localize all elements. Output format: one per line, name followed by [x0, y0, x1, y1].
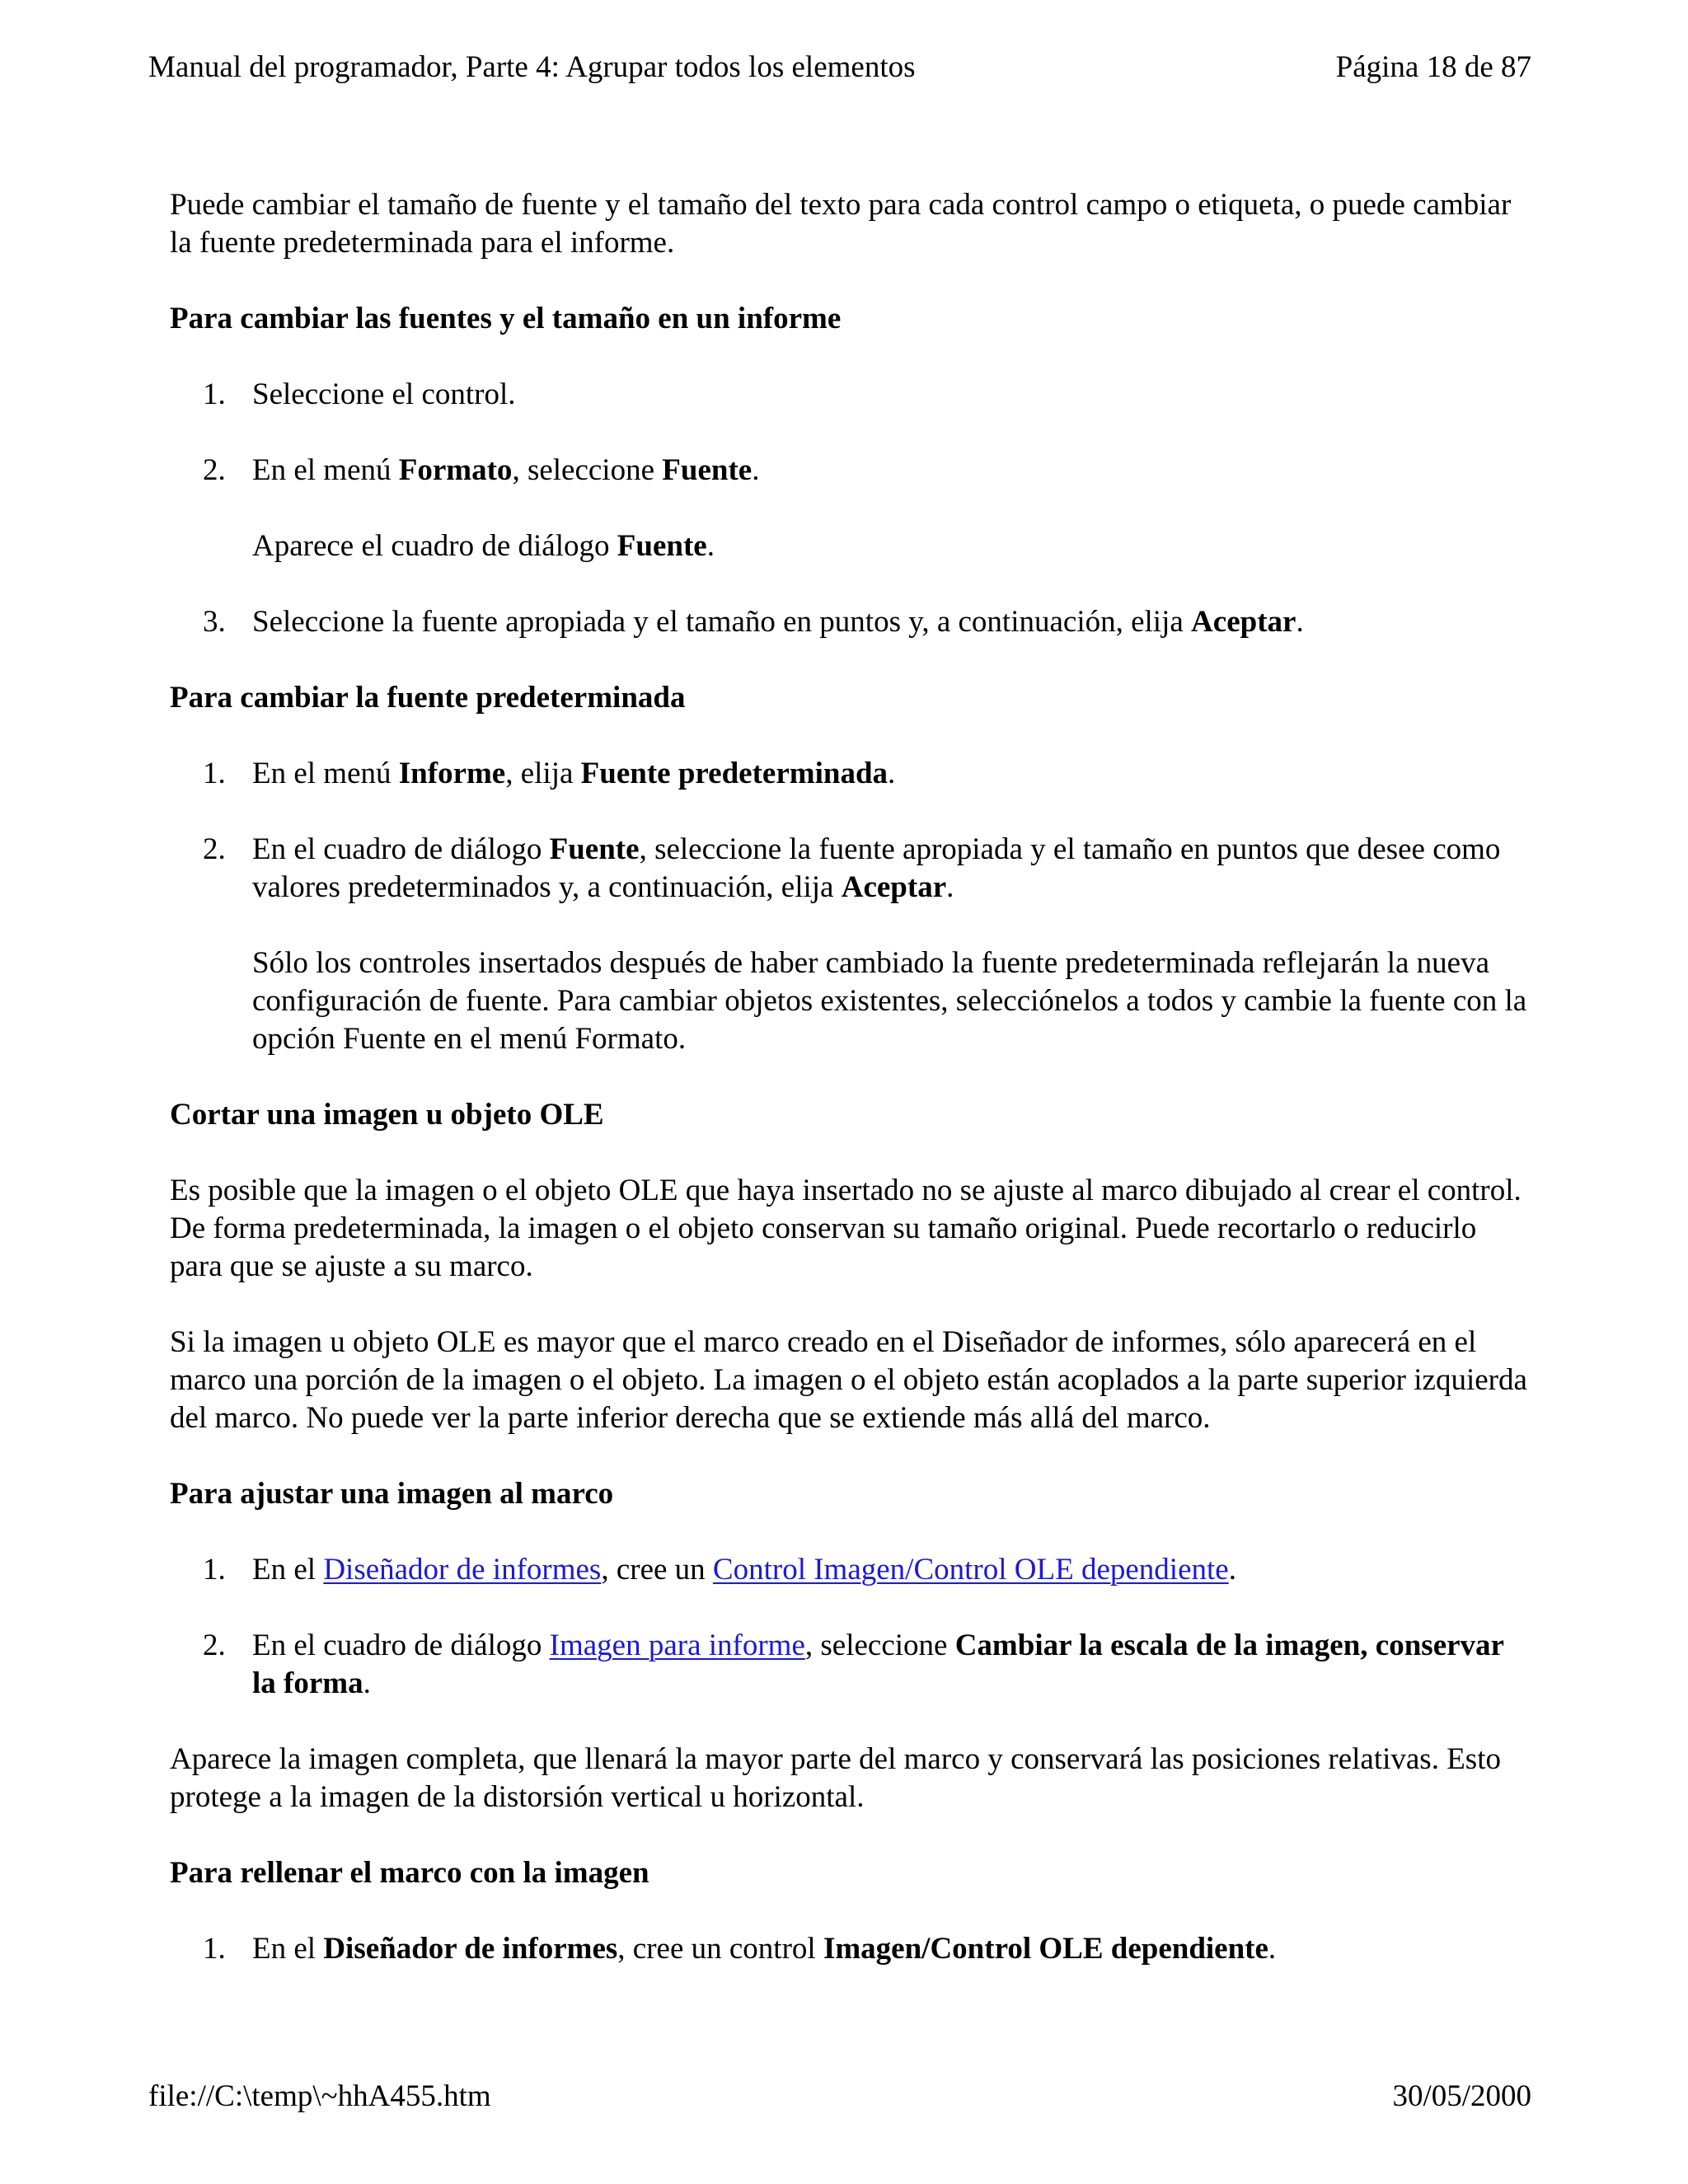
- step-number: 1.: [203, 757, 226, 790]
- steps-default-font: [170, 755, 1530, 1058]
- text-run: .: [1228, 1553, 1236, 1586]
- step-text: [252, 1930, 1530, 1968]
- text-run: , elija: [505, 757, 581, 790]
- running-header-title: Manual del programador, Parte 4: Agrupar todos los elementos: [148, 50, 916, 84]
- text-run: .: [752, 453, 760, 487]
- text-run: .: [1296, 605, 1304, 639]
- document-body: [170, 186, 1530, 2006]
- list-item: [170, 1551, 1530, 1589]
- list-item: [170, 376, 1530, 414]
- text-run: Aparece el cuadro de diálogo: [252, 529, 617, 563]
- step-text: [252, 603, 1530, 641]
- paragraph: Es posible que la imagen o el objeto OLE que haya insertado no se ajuste al marco dibujado al crear el control. De forma predeterminada, la imagen o el objeto conservan su tamaño original. Puede recortarlo o reducirlo para que se ajuste a su marco.: [170, 1174, 1522, 1283]
- text-run: .: [888, 757, 896, 790]
- ui-term: Fuente predeterminada: [580, 757, 889, 790]
- text-run: En el cuadro de diálogo: [252, 1629, 550, 1662]
- link-image-ole-control[interactable]: Control Imagen/Control OLE dependiente: [712, 1553, 1229, 1586]
- running-footer-file-path: file://C:\temp\~hhA455.htm: [148, 2079, 491, 2113]
- step-number: 2.: [203, 1629, 226, 1662]
- text-run: .: [363, 1666, 371, 1700]
- step-text: [252, 452, 1530, 490]
- text-run: En el menú: [252, 453, 399, 487]
- steps-change-fonts: [170, 376, 1530, 641]
- ui-term: Fuente: [549, 832, 640, 866]
- text-run: En el menú: [252, 757, 399, 790]
- text-run: Seleccione la fuente apropiada y el tamaño en puntos y, a continuación, elija: [252, 605, 1192, 639]
- step-number: 2.: [203, 832, 226, 866]
- running-footer-date: 30/05/2000: [1392, 2079, 1531, 2113]
- link-report-designer[interactable]: Diseñador de informes: [323, 1553, 602, 1586]
- section-heading-default-font: Para cambiar la fuente predeterminada: [170, 681, 686, 715]
- text-run: , seleccione: [512, 453, 663, 487]
- section-heading-fit-image: Para ajustar una imagen al marco: [170, 1477, 614, 1511]
- step-number: 1.: [203, 377, 226, 411]
- ui-term: Aceptar: [841, 870, 947, 904]
- text-run: .: [1268, 1932, 1277, 1966]
- ui-term: Fuente: [617, 529, 707, 563]
- step-text: [252, 1551, 1530, 1589]
- paragraph: Aparece la imagen completa, que llenará la mayor parte del marco y conservará las posiciones relativas. Esto protege a la imagen de la distorsión vertical u horizontal.: [170, 1742, 1501, 1814]
- ui-term: Formato: [398, 453, 513, 487]
- step-text: [252, 376, 1530, 414]
- text-run: , cree un: [601, 1553, 713, 1586]
- ui-term: Aceptar: [1191, 605, 1296, 639]
- section-heading-change-fonts: Para cambiar las fuentes y el tamaño en un informe: [170, 302, 842, 335]
- step-note: [252, 527, 1530, 565]
- link-report-image[interactable]: Imagen para informe: [549, 1629, 805, 1662]
- text-run: , cree un control: [617, 1932, 823, 1966]
- running-header-page-number: Página 18 de 87: [1335, 50, 1531, 84]
- text-run: .: [706, 529, 715, 563]
- list-item: [170, 831, 1530, 1058]
- list-item: [170, 603, 1530, 641]
- text-run: , seleccione la fuente apropiada y el tamaño en puntos que desee como valores predeterminados y, a continuación, elija: [252, 832, 1501, 904]
- step-text: [252, 1627, 1530, 1703]
- list-item: [170, 755, 1530, 793]
- text-run: En el: [252, 1553, 324, 1586]
- list-item: [170, 1930, 1530, 1968]
- section-heading-crop-image: Cortar una imagen u objeto OLE: [170, 1098, 604, 1132]
- step-number: 3.: [203, 605, 226, 639]
- ui-term: Diseñador de informes: [323, 1932, 618, 1966]
- step-text: [252, 831, 1530, 907]
- step-text: [252, 755, 1530, 793]
- text-run: , seleccione: [804, 1629, 955, 1662]
- section-heading-fill-frame: Para rellenar el marco con la imagen: [170, 1856, 649, 1890]
- step-number: 2.: [203, 453, 226, 487]
- ui-term: Imagen/Control OLE dependiente: [823, 1932, 1268, 1966]
- ui-term: Cambiar la escala de la imagen, conservar la forma: [252, 1629, 1504, 1700]
- step-note: Sólo los controles insertados después de haber cambiado la fuente predeterminada reflejarán la nueva configuración de fuente. Para cambiar objetos existentes, selecciónelos a todos y cambie la fuente con la opción Fuente en el menú Formato.: [252, 946, 1527, 1056]
- text-run: En el cuadro de diálogo: [252, 832, 550, 866]
- ui-term: Informe: [398, 757, 506, 790]
- intro-paragraph: Puede cambiar el tamaño de fuente y el tamaño del texto para cada control campo o etiqueta, o puede cambiar la fuente predeterminada para el informe.: [170, 188, 1512, 260]
- text-run: En el: [252, 1932, 324, 1966]
- step-number: 1.: [203, 1932, 226, 1966]
- step-number: 1.: [203, 1553, 226, 1586]
- text-run: Seleccione el control.: [252, 377, 516, 411]
- ui-term: Fuente: [662, 453, 753, 487]
- steps-fill-frame: [170, 1930, 1530, 1968]
- text-run: .: [946, 870, 954, 904]
- list-item: [170, 1627, 1530, 1703]
- list-item: [170, 452, 1530, 565]
- steps-fit-image: [170, 1551, 1530, 1703]
- paragraph: Si la imagen u objeto OLE es mayor que el marco creado en el Diseñador de informes, sólo aparecerá en el marco una porción de la imagen o el objeto. La imagen o el objeto están acoplados a la parte superior izquierda del marco. No puede ver la parte inferior derecha que se extiende más allá del marco.: [170, 1325, 1527, 1435]
